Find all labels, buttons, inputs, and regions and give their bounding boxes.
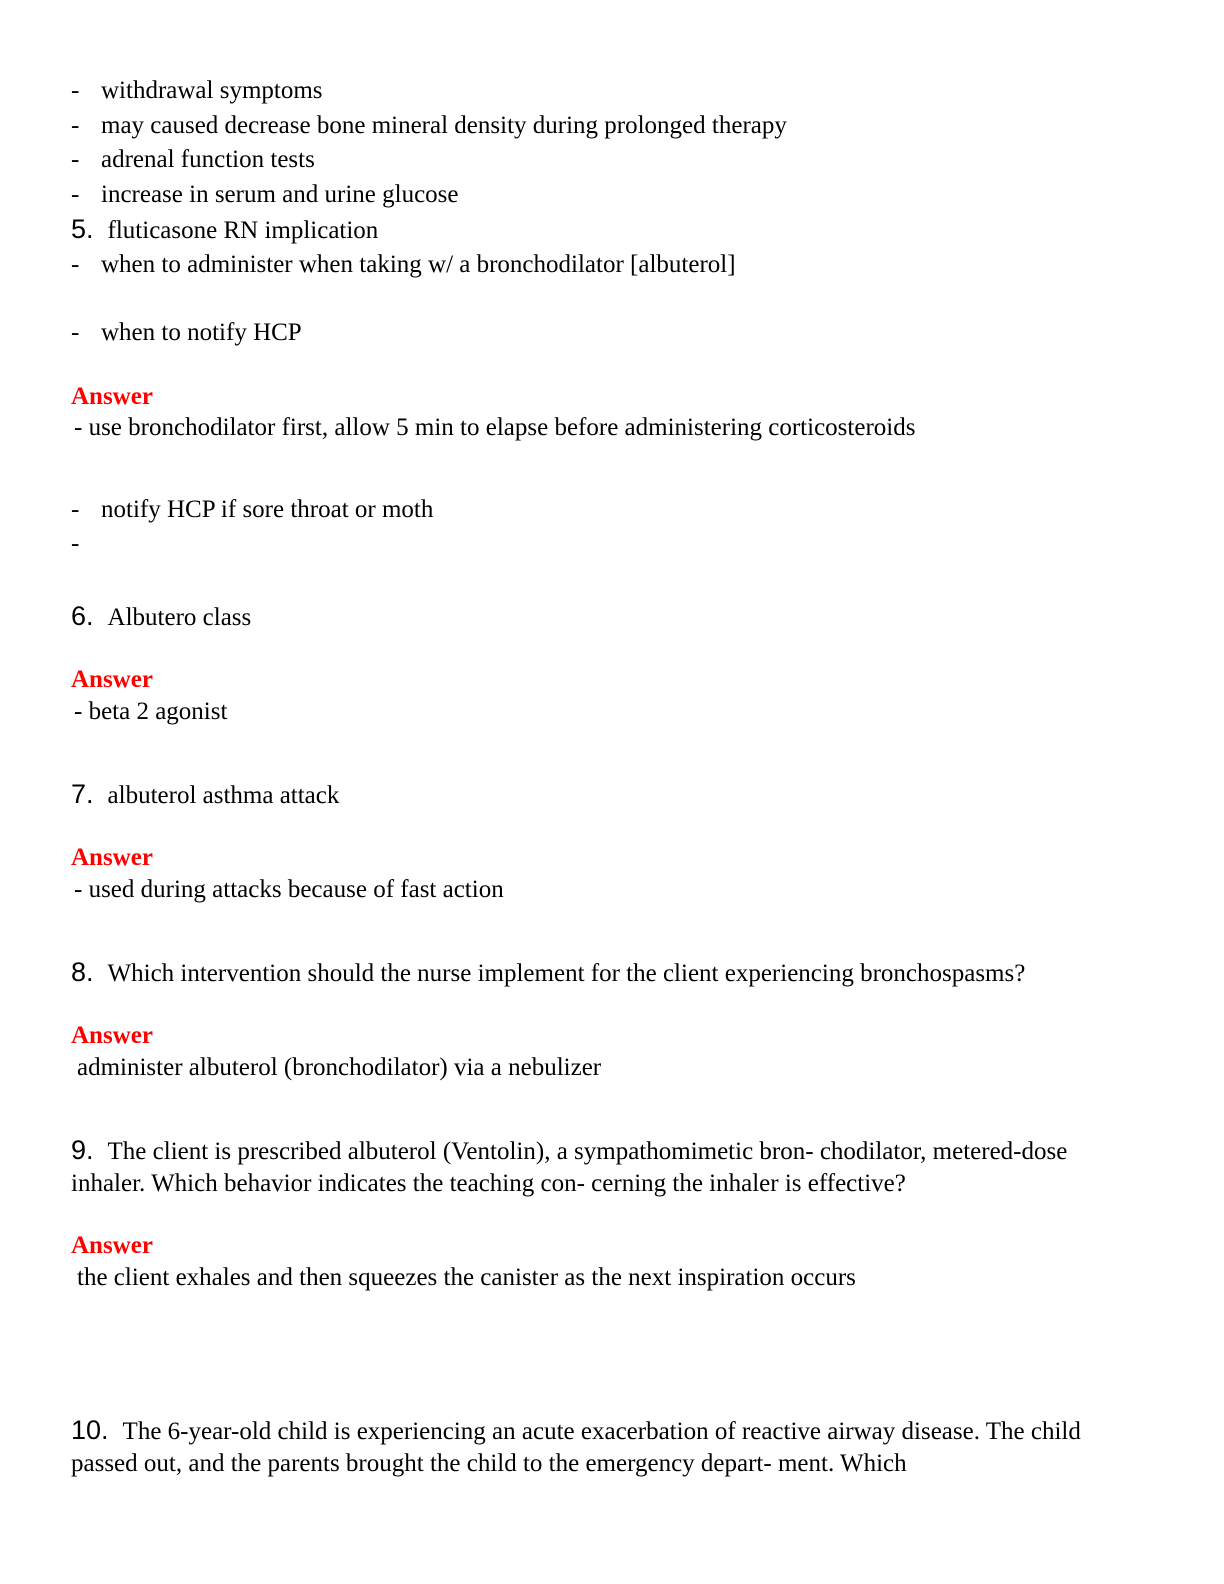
answer-label: Answer [71,666,153,693]
bullet-dash: - [71,77,80,104]
question-number: 5. [71,214,94,244]
answer-label: Answer [71,1232,153,1259]
bullet-dash: - [71,181,80,208]
bullet-dash: - [71,112,80,139]
answer-text: - used during attacks because of fast action [74,876,504,903]
answer-label: Answer [71,383,153,410]
answer-label: Answer [71,1022,153,1049]
question-text: Albutero class [107,604,252,631]
question-number: 7. [71,779,94,809]
answer-text: the client exhales and then squeezes the canister as the next inspiration occurs [77,1264,856,1291]
bullet-dash: - [71,251,80,278]
bullet-when-to-administer: when to administer when taking w/ a bronchodilator [albuterol] [101,251,736,278]
bullet-bone-density: may caused decrease bone mineral density during prolonged therapy [101,112,787,139]
question-5 [71,214,378,246]
bullet-when-to-notify: when to notify HCP [101,319,302,346]
question-number: 6. [71,601,94,631]
question-10 [71,1414,1131,1480]
bullet-adrenal-tests: adrenal function tests [101,146,315,173]
question-text: albuterol asthma attack [107,782,340,809]
question-number: 8. [71,957,94,987]
bullet-dash: - [71,146,80,173]
question-7 [71,779,339,811]
bullet-withdrawal-symptoms: withdrawal symptoms [101,77,323,104]
answer-bullet-notify-hcp: notify HCP if sore throat or moth [101,496,434,523]
bullet-dash: - [71,319,80,346]
question-number: 9. [71,1135,94,1165]
question-number: 10. [71,1415,109,1445]
question-8 [71,957,1025,989]
bullet-serum-glucose: increase in serum and urine glucose [101,181,459,208]
question-text: fluticasone RN implication [107,217,379,244]
bullet-dash: - [71,530,80,557]
answer-text: - beta 2 agonist [74,698,228,725]
question-text: The 6-year-old child is experiencing an acute exacerbation of reactive airway disease. The child passed out, and the parents brought the child to the emergency depart- ment. Which [71,1418,1081,1477]
question-6 [71,601,251,633]
question-text: Which intervention should the nurse implement for the client experiencing bronchospasms? [107,960,1026,987]
answer-text: administer albuterol (bronchodilator) via a nebulizer [77,1054,602,1081]
bullet-dash: - [71,496,80,523]
answer-text: - use bronchodilator first, allow 5 min to elapse before administering corticosteroids [74,414,916,441]
answer-label: Answer [71,844,153,871]
question-9 [71,1134,1131,1200]
question-text: The client is prescribed albuterol (Ventolin), a sympathomimetic bron- chodilator, metered-dose inhaler. Which behavior indicates the teaching con- cerning the inhaler is effective? [71,1138,1068,1197]
